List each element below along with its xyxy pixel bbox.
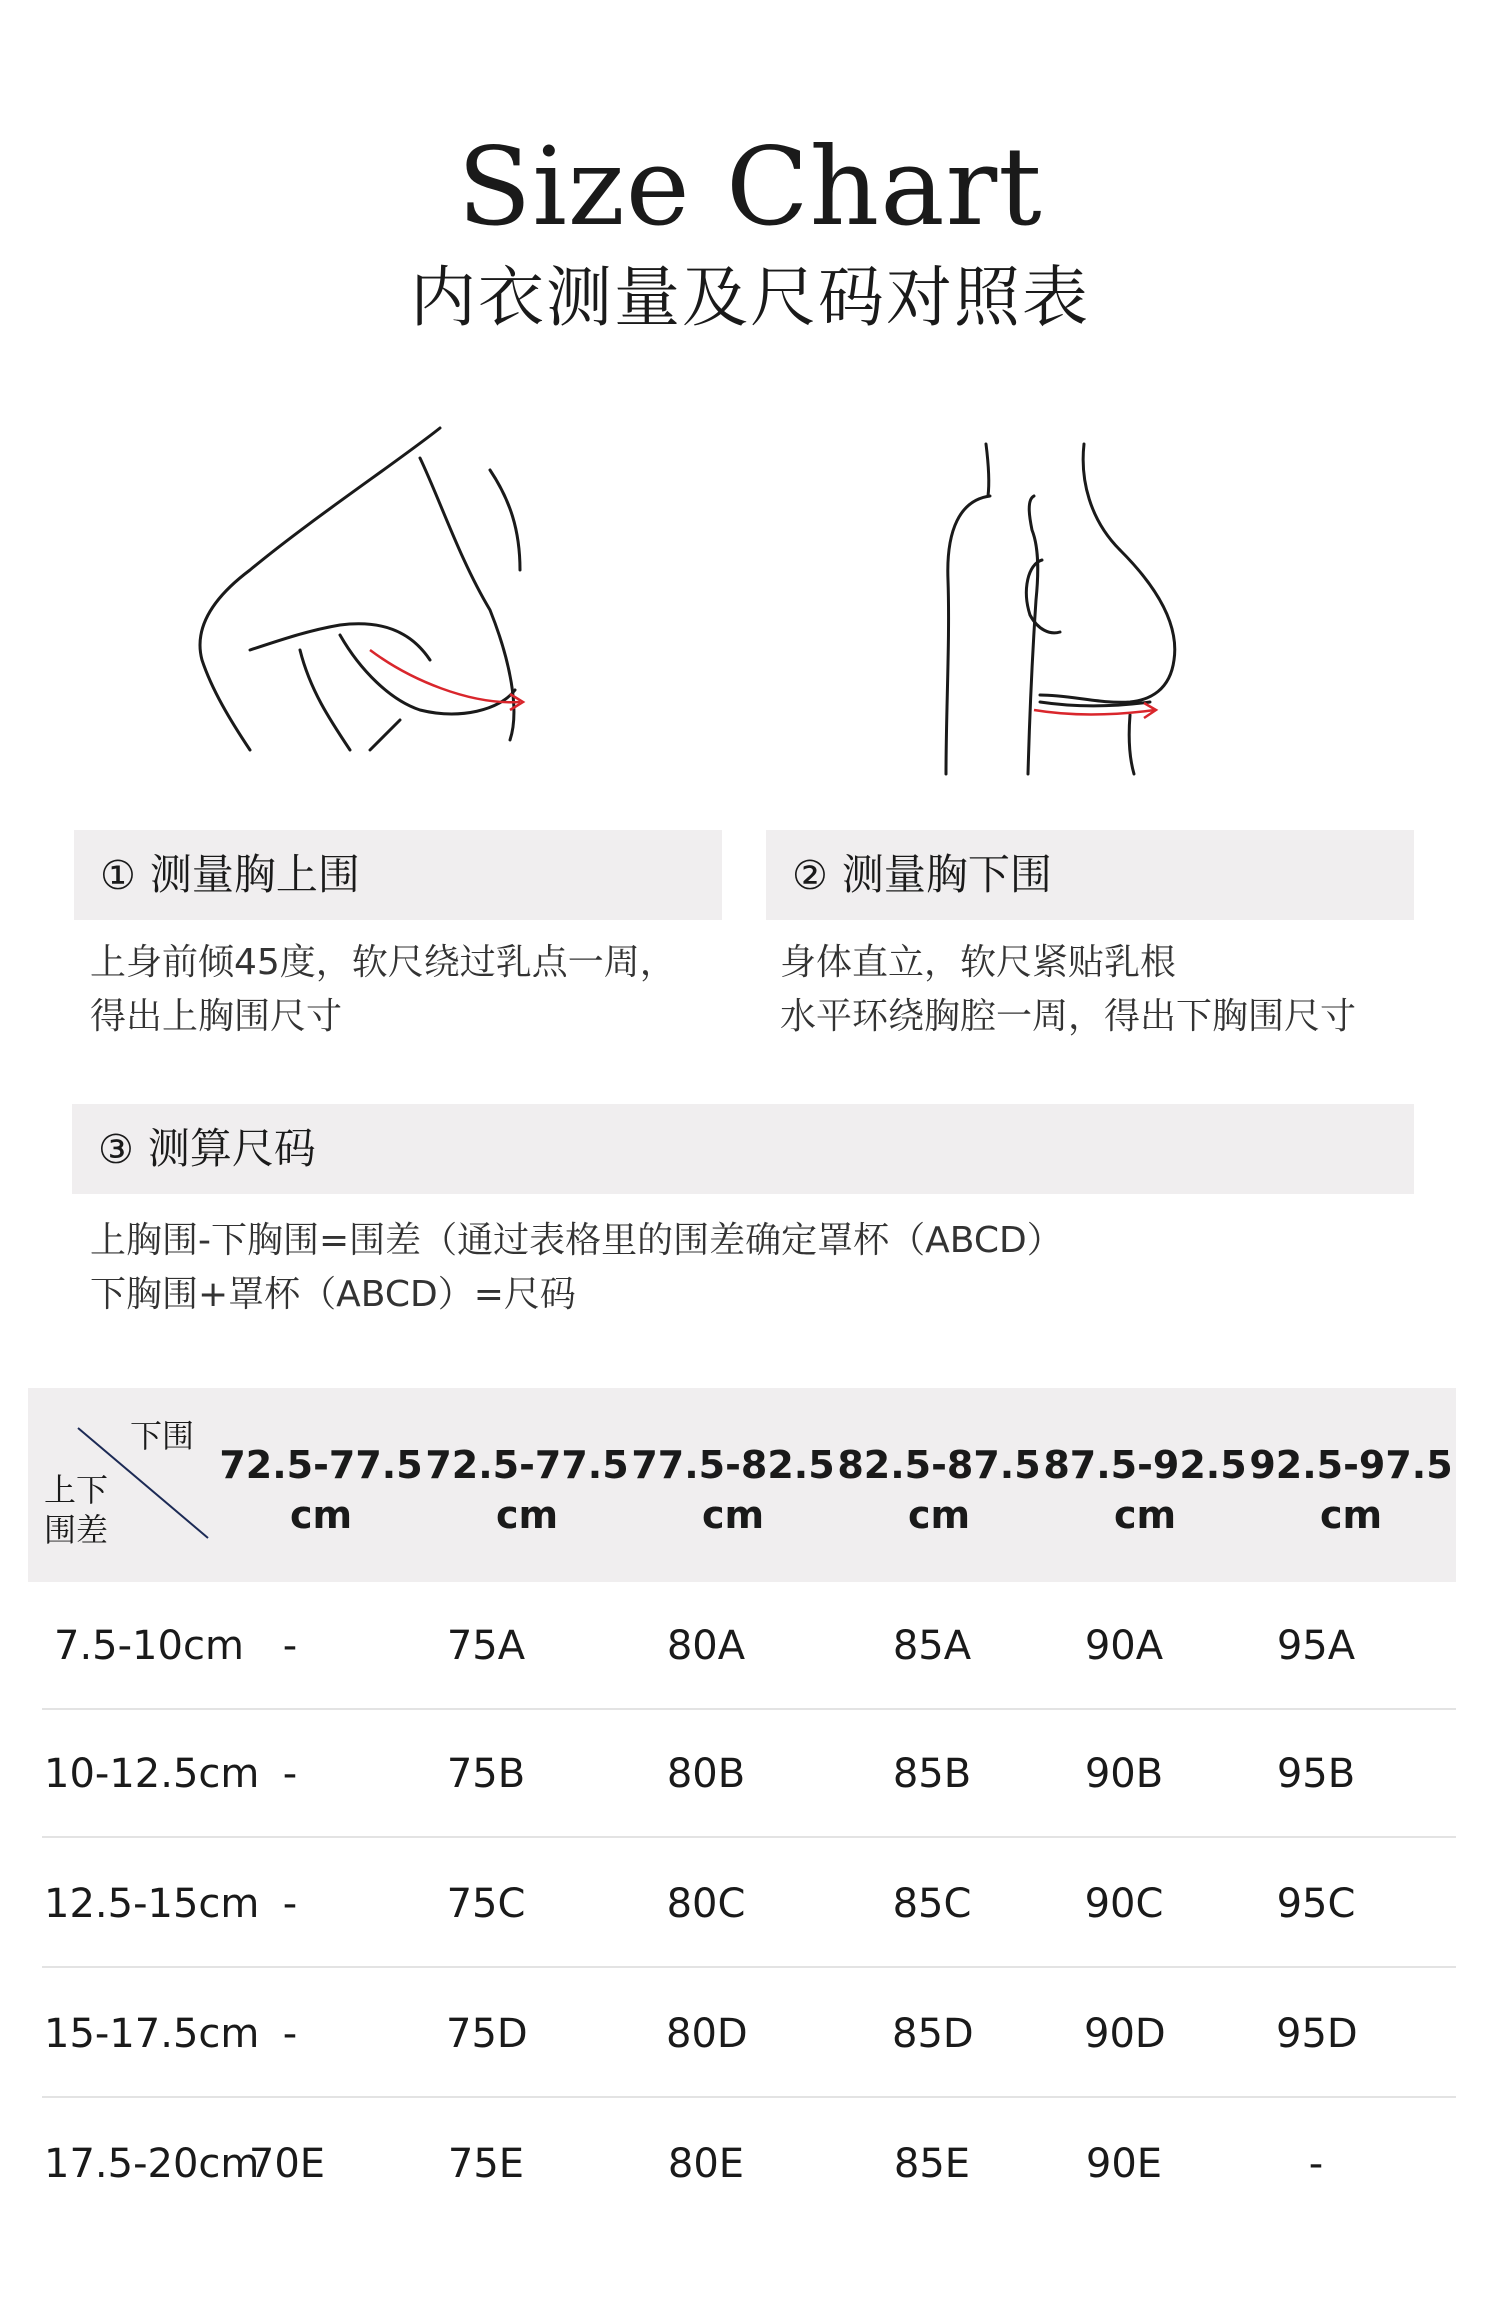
step-1-line-1: 上身前倾45度，软尺绕过乳点一周， <box>90 942 676 983</box>
column-header-2 <box>424 1440 630 1540</box>
size-cell: 95A <box>1276 1623 1356 1669</box>
size-cell: 90C <box>1084 1881 1164 1927</box>
table-header <box>28 1388 1456 1582</box>
column-5-unit: cm <box>1113 1493 1177 1537</box>
size-cell: - <box>282 2011 298 2057</box>
corner-label-difference <box>44 1470 134 1550</box>
size-cell: 95B <box>1276 1751 1356 1797</box>
size-cell: 90D <box>1084 2011 1166 2057</box>
upper-bust-figure <box>190 420 550 760</box>
step-2-line-1: 身体直立，软尺紧贴乳根 <box>780 942 1177 983</box>
step-1-line-2: 得出上胸围尺寸 <box>90 996 343 1037</box>
column-header-4 <box>836 1440 1042 1540</box>
step-1-description <box>90 936 730 1044</box>
column-header-1 <box>218 1440 424 1540</box>
size-cell: 95D <box>1276 2011 1358 2057</box>
column-6-range: 92.5-97.5 <box>1249 1443 1453 1487</box>
step-3-number: ③ <box>98 1127 134 1173</box>
size-cell: 85E <box>893 2141 971 2187</box>
step-3-line-2: 下胸围+罩杯（ABCD）=尺码 <box>90 1274 576 1315</box>
size-cell: - <box>1308 2141 1324 2187</box>
step-2-label: 测量胸下围 <box>841 850 1052 899</box>
column-2-range: 72.5-77.5 <box>425 1443 629 1487</box>
size-cell: 75B <box>446 1751 526 1797</box>
column-2-unit: cm <box>495 1493 559 1537</box>
step-3-bar <box>72 1104 1414 1194</box>
corner-label-under-bust: 下围 <box>130 1417 195 1455</box>
step-2-number: ② <box>792 853 828 899</box>
table-row <box>42 1710 1456 1838</box>
size-cell: 75E <box>447 2141 525 2187</box>
row-label: 15-17.5cm <box>44 2011 260 2057</box>
size-cell: - <box>282 1623 298 1669</box>
corner-label-difference-text: 上下 围差 <box>44 1471 109 1549</box>
row-label: 17.5-20cm <box>44 2141 260 2187</box>
upper-bust-illustration <box>190 420 550 760</box>
size-cell: 70E <box>248 2141 326 2187</box>
step-1-number: ① <box>100 853 136 899</box>
size-cell: 80C <box>666 1881 746 1927</box>
page-title-cn: 内衣测量及尺码对照表 <box>410 259 1090 336</box>
under-bust-illustration <box>930 440 1190 780</box>
size-cell: - <box>282 1881 298 1927</box>
size-cell: 75A <box>446 1623 526 1669</box>
column-3-range: 77.5-82.5 <box>631 1443 835 1487</box>
size-cell: 85C <box>892 1881 972 1927</box>
size-cell: 85B <box>892 1751 972 1797</box>
row-label: 12.5-15cm <box>44 1881 260 1927</box>
under-bust-figure <box>930 440 1190 780</box>
size-cell: - <box>282 1751 298 1797</box>
row-label: 7.5-10cm <box>54 1623 244 1669</box>
size-cell: 80B <box>666 1751 746 1797</box>
size-cell: 85D <box>892 2011 974 2057</box>
size-cell: 80A <box>666 1623 746 1669</box>
column-5-range: 87.5-92.5 <box>1043 1443 1247 1487</box>
page-title-en: Size Chart <box>457 125 1043 250</box>
size-cell: 80E <box>667 2141 745 2187</box>
step-1-label: 测量胸上围 <box>149 850 360 899</box>
size-cell: 90E <box>1085 2141 1163 2187</box>
size-cell: 85A <box>892 1623 972 1669</box>
size-cell: 80D <box>666 2011 748 2057</box>
table-corner-cell <box>28 1388 218 1582</box>
step-3-line-1: 上胸围-下胸围=围差（通过表格里的围差确定罩杯（ABCD） <box>90 1220 1063 1261</box>
step-2-description <box>780 936 1440 1044</box>
table-row <box>42 2100 1456 2228</box>
row-label: 10-12.5cm <box>44 1751 260 1797</box>
step-3-label: 测算尺码 <box>147 1124 316 1173</box>
step-3-description <box>90 1214 1390 1322</box>
size-cell: 90A <box>1084 1623 1164 1669</box>
size-cell: 75C <box>446 1881 526 1927</box>
table-row <box>42 1970 1456 2098</box>
step-2-line-2: 水平环绕胸腔一周，得出下胸围尺寸 <box>780 996 1357 1037</box>
column-4-unit: cm <box>907 1493 971 1537</box>
table-row <box>42 1840 1456 1968</box>
size-cell: 75D <box>446 2011 528 2057</box>
column-1-unit: cm <box>289 1493 353 1537</box>
step-2-bar <box>766 830 1414 920</box>
column-6-unit: cm <box>1319 1493 1383 1537</box>
size-cell: 95C <box>1276 1881 1356 1927</box>
size-cell: 90B <box>1084 1751 1164 1797</box>
column-header-5 <box>1042 1440 1248 1540</box>
table-row <box>42 1582 1456 1710</box>
column-header-3 <box>630 1440 836 1540</box>
column-4-range: 82.5-87.5 <box>837 1443 1041 1487</box>
step-1-bar <box>74 830 722 920</box>
column-header-6 <box>1248 1440 1454 1540</box>
column-1-range: 72.5-77.5 <box>219 1443 423 1487</box>
column-3-unit: cm <box>701 1493 765 1537</box>
